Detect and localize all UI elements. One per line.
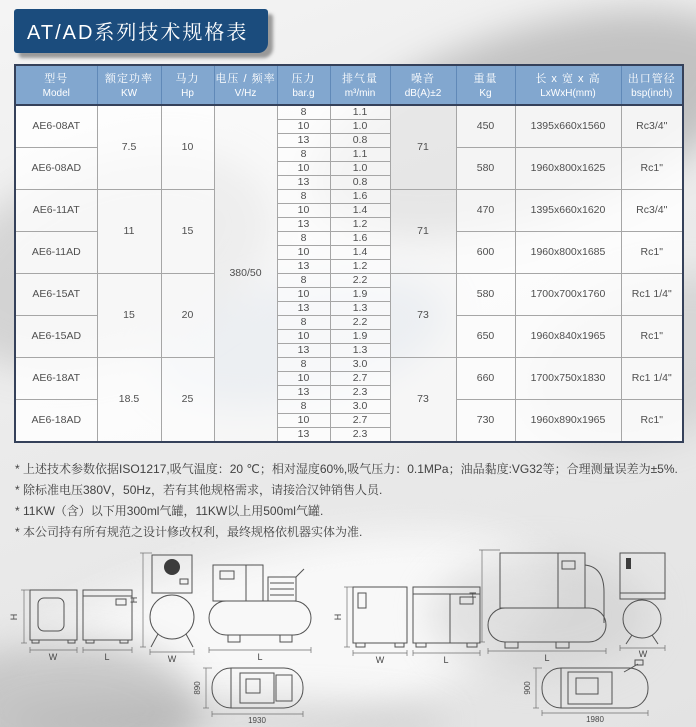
dims-cell: 1395x660x1620 xyxy=(515,190,621,232)
flow-cell: 1.6 xyxy=(330,190,390,204)
drawing-at-front-view xyxy=(83,590,132,653)
drawing-top-view-at xyxy=(203,668,303,717)
weight-cell: 470 xyxy=(456,190,515,232)
pressure-cell: 8 xyxy=(277,274,330,288)
weight-cell: 650 xyxy=(456,316,515,358)
col-header-power: 额定功率 KW xyxy=(97,65,161,105)
dims-cell: 1960x840x1965 xyxy=(515,316,621,358)
dim-label-890: 890 xyxy=(193,681,202,695)
noise-cell: 73 xyxy=(390,358,456,443)
outlet-cell: Rc1" xyxy=(621,148,683,190)
drawing-top-view-ad xyxy=(533,660,648,716)
pressure-cell: 8 xyxy=(277,190,330,204)
flow-cell: 1.3 xyxy=(330,344,390,358)
footnotes xyxy=(15,463,678,547)
pressure-cell: 13 xyxy=(277,302,330,316)
pressure-cell: 8 xyxy=(277,400,330,414)
outlet-cell: Rc1" xyxy=(621,400,683,443)
power-cell: 15 xyxy=(97,274,161,358)
flow-cell: 2.7 xyxy=(330,414,390,428)
hp-cell: 25 xyxy=(161,358,214,443)
drawing-at-tank-front-view xyxy=(140,553,194,655)
flow-cell: 3.0 xyxy=(330,400,390,414)
col-header-model: 型号 Model xyxy=(15,65,97,105)
flow-cell: 1.0 xyxy=(330,120,390,134)
dimension-drawings xyxy=(0,537,696,727)
spec-row xyxy=(15,190,683,204)
drawing-ad-side-view xyxy=(344,587,407,656)
flow-cell: 1.4 xyxy=(330,246,390,260)
power-cell: 11 xyxy=(97,190,161,274)
spec-table xyxy=(14,64,684,443)
hp-cell: 20 xyxy=(161,274,214,358)
flow-cell: 1.2 xyxy=(330,218,390,232)
model-cell: AE6-18AD xyxy=(15,400,97,443)
page-title: AT/AD系列技术规格表 xyxy=(14,9,268,53)
col-header-pressure: 压力 bar.g xyxy=(277,65,330,105)
outlet-cell: Rc3/4" xyxy=(621,105,683,148)
pressure-cell: 10 xyxy=(277,372,330,386)
dim-label-h: H xyxy=(9,613,19,621)
dims-cell: 1960x800x1685 xyxy=(515,232,621,274)
model-cell: AE6-18AT xyxy=(15,358,97,400)
pressure-cell: 10 xyxy=(277,120,330,134)
flow-cell: 1.4 xyxy=(330,204,390,218)
flow-cell: 1.6 xyxy=(330,232,390,246)
col-header-voltage: 电压 / 频率 V/Hz xyxy=(214,65,277,105)
dim-label-w: W xyxy=(48,652,58,662)
spec-row xyxy=(15,105,683,120)
flow-cell: 2.3 xyxy=(330,428,390,443)
col-header-hp: 马力 Hp xyxy=(161,65,214,105)
footnote: * 上述技术参数依据ISO1217,吸气温度：20 ℃；相对湿度60%,吸气压力：0.1MPa；油品黏度:VG32等；合理测量误差为±5%. xyxy=(15,462,678,476)
dim-label-l: L xyxy=(443,655,449,665)
col-header-noise: 噪音 dB(A)±2 xyxy=(390,65,456,105)
flow-cell: 2.7 xyxy=(330,372,390,386)
dim-label-l: L xyxy=(104,652,110,662)
dim-label-w: W xyxy=(375,655,385,665)
model-cell: AE6-11AT xyxy=(15,190,97,232)
pressure-cell: 8 xyxy=(277,316,330,330)
dim-label-l: L xyxy=(544,653,550,663)
dim-label-h: H xyxy=(468,591,478,599)
flow-cell: 1.1 xyxy=(330,148,390,162)
pressure-cell: 10 xyxy=(277,330,330,344)
outlet-cell: Rc1" xyxy=(621,316,683,358)
col-header-dimensions: 长 x 宽 x 高 LxWxH(mm) xyxy=(515,65,621,105)
dim-label-h: H xyxy=(129,596,139,604)
flow-cell: 1.0 xyxy=(330,162,390,176)
dim-label-1930: 1930 xyxy=(248,716,266,725)
outlet-cell: Rc1 1/4" xyxy=(621,274,683,316)
pressure-cell: 8 xyxy=(277,232,330,246)
outlet-cell: Rc1" xyxy=(621,232,683,274)
dim-label-l: L xyxy=(257,652,263,662)
power-cell: 18.5 xyxy=(97,358,161,443)
dim-label-w: W xyxy=(638,649,648,659)
col-header-weight: 重量 Kg xyxy=(456,65,515,105)
footnote: * 除标准电压380V，50Hz，若有其他规格需求，请接洽汉钟销售人员. xyxy=(15,483,383,497)
dims-cell: 1960x890x1965 xyxy=(515,400,621,443)
dim-label-h: H xyxy=(333,613,343,621)
weight-cell: 580 xyxy=(456,274,515,316)
pressure-cell: 8 xyxy=(277,358,330,372)
weight-cell: 660 xyxy=(456,358,515,400)
flow-cell: 2.2 xyxy=(330,274,390,288)
spec-row xyxy=(15,274,683,288)
pressure-cell: 10 xyxy=(277,162,330,176)
flow-cell: 2.2 xyxy=(330,316,390,330)
drawing-at-tank-side-view xyxy=(209,565,311,653)
dims-cell: 1700x750x1830 xyxy=(515,358,621,400)
pressure-cell: 10 xyxy=(277,288,330,302)
noise-cell: 71 xyxy=(390,190,456,274)
header-row xyxy=(15,65,683,105)
spec-row xyxy=(15,358,683,372)
drawing-at-side-view xyxy=(21,590,77,653)
col-header-outlet: 出口管径 bsp(inch) xyxy=(621,65,683,105)
outlet-cell: Rc3/4" xyxy=(621,190,683,232)
pressure-cell: 10 xyxy=(277,204,330,218)
flow-cell: 1.9 xyxy=(330,288,390,302)
pressure-cell: 13 xyxy=(277,134,330,148)
pressure-cell: 8 xyxy=(277,148,330,162)
flow-cell: 3.0 xyxy=(330,358,390,372)
outlet-cell: Rc1 1/4" xyxy=(621,358,683,400)
flow-cell: 0.8 xyxy=(330,134,390,148)
flow-cell: 1.2 xyxy=(330,260,390,274)
dims-cell: 1700x700x1760 xyxy=(515,274,621,316)
dim-label-900: 900 xyxy=(523,681,532,695)
model-cell: AE6-15AD xyxy=(15,316,97,358)
weight-cell: 450 xyxy=(456,105,515,148)
footnote: * 11KW（含）以下用300ml气罐，11KW以上用500ml气罐. xyxy=(15,504,324,518)
voltage-cell: 380/50 xyxy=(214,105,277,442)
pressure-cell: 10 xyxy=(277,414,330,428)
pressure-cell: 13 xyxy=(277,386,330,400)
flow-cell: 2.3 xyxy=(330,386,390,400)
weight-cell: 730 xyxy=(456,400,515,443)
model-cell: AE6-15AT xyxy=(15,274,97,316)
col-header-displacement: 排气量 m³/min xyxy=(330,65,390,105)
pressure-cell: 10 xyxy=(277,246,330,260)
model-cell: AE6-08AT xyxy=(15,105,97,148)
pressure-cell: 13 xyxy=(277,344,330,358)
noise-cell: 71 xyxy=(390,105,456,190)
flow-cell: 1.3 xyxy=(330,302,390,316)
dims-cell: 1960x800x1625 xyxy=(515,148,621,190)
weight-cell: 600 xyxy=(456,232,515,274)
dim-label-w: W xyxy=(167,654,177,664)
flow-cell: 1.1 xyxy=(330,105,390,120)
weight-cell: 580 xyxy=(456,148,515,190)
power-cell: 7.5 xyxy=(97,105,161,190)
footnote: * 本公司持有所有规范之设计修改权利，最终规格依机器实体为准. xyxy=(15,525,363,539)
dims-cell: 1395x660x1560 xyxy=(515,105,621,148)
drawing-ad-tank-end-view xyxy=(620,553,665,651)
noise-cell: 73 xyxy=(390,274,456,358)
hp-cell: 15 xyxy=(161,190,214,274)
hp-cell: 10 xyxy=(161,105,214,190)
flow-cell: 0.8 xyxy=(330,176,390,190)
drawing-ad-tank-side-view xyxy=(479,550,606,654)
model-cell: AE6-11AD xyxy=(15,232,97,274)
pressure-cell: 8 xyxy=(277,105,330,120)
pressure-cell: 13 xyxy=(277,428,330,443)
pressure-cell: 13 xyxy=(277,176,330,190)
pressure-cell: 13 xyxy=(277,260,330,274)
flow-cell: 1.9 xyxy=(330,330,390,344)
dim-label-1980: 1980 xyxy=(586,715,604,724)
pressure-cell: 13 xyxy=(277,218,330,232)
model-cell: AE6-08AD xyxy=(15,148,97,190)
